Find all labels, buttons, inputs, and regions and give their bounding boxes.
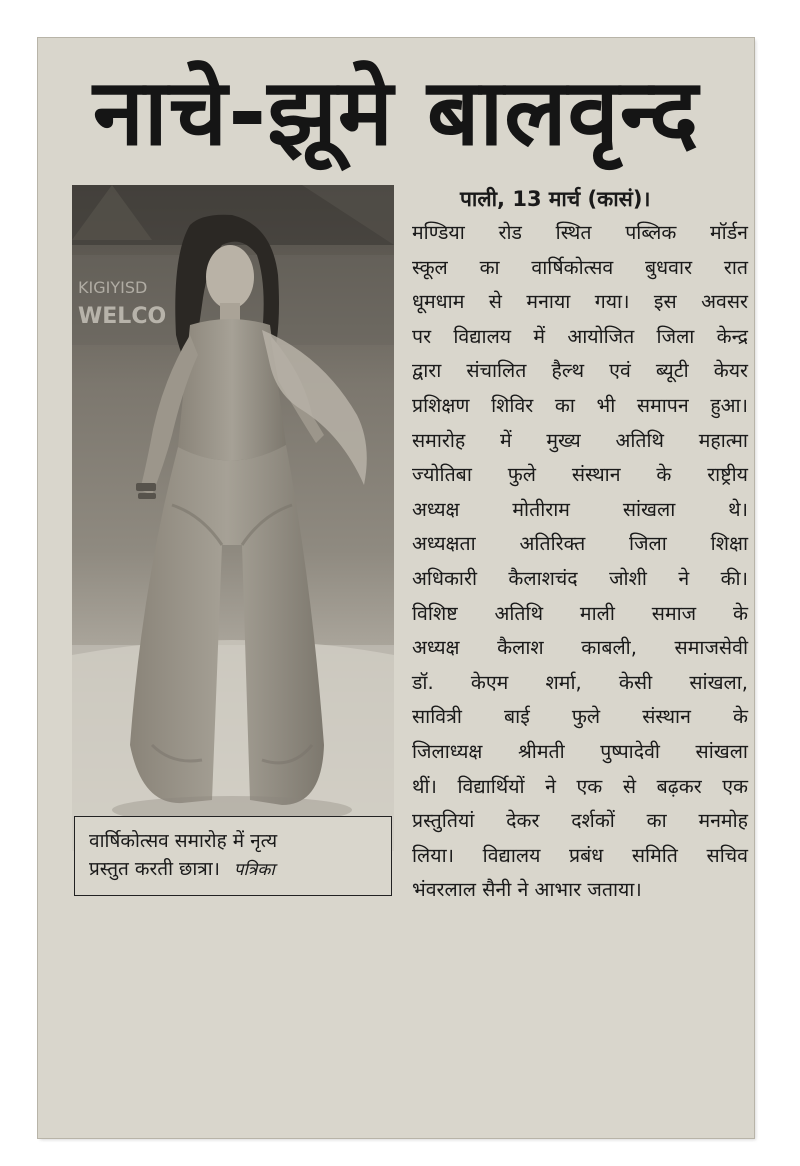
article-line: विशिष्ट अतिथि माली समाज के: [412, 601, 748, 625]
news-photo: [72, 185, 394, 851]
article-line: स्कूल का वार्षिकोत्सव बुधवार रात: [412, 255, 748, 279]
dateline: पाली, 13 मार्च (कासं)।: [460, 187, 651, 211]
caption-line-2: [89, 855, 377, 884]
article-line: जिलाध्यक्ष श्रीमती पुष्पादेवी सांखला: [412, 739, 748, 763]
article-line: प्रस्तुतियां देकर दर्शकों का मनमोह: [412, 809, 748, 833]
article-line: लिया। विद्यालय प्रबंध समिति सचिव: [412, 843, 748, 867]
article-line: धूमधाम से मनाया गया। इस अवसर: [412, 290, 748, 314]
article-line: प्रशिक्षण शिविर का भी समापन हुआ।: [412, 393, 748, 417]
article-line: अध्यक्ष मोतीराम सांखला थे।: [412, 497, 748, 521]
article-line: पर विद्यालय में आयोजित जिला केन्द्र: [412, 324, 748, 348]
article-line: डॉ. केएम शर्मा, केसी सांखला,: [412, 670, 748, 694]
photo-credit: पत्रिका: [233, 860, 275, 880]
banner-text-1: KIGIYISD: [78, 278, 148, 297]
caption-line-1: वार्षिकोत्सव समारोह में नृत्य: [89, 830, 278, 852]
article-line: अध्यक्षता अतिरिक्त जिला शिक्षा: [412, 532, 748, 556]
photo-caption: [74, 816, 392, 896]
article-line: अधिकारी कैलाशचंद जोशी ने की।: [412, 566, 748, 590]
article-line: थीं। विद्यार्थियों ने एक से बढ़कर एक: [412, 774, 748, 798]
article-line: समारोह में मुख्य अतिथि महात्मा: [412, 428, 748, 452]
caption-line-2-text: प्रस्तुत करती छात्रा।: [89, 858, 220, 880]
newspaper-clipping: [38, 38, 754, 1138]
article-line: सावित्री बाई फुले संस्थान के: [412, 705, 748, 729]
headline: नाचे-झूमे बालवृन्द: [92, 59, 700, 166]
article-body: [412, 216, 748, 908]
article-line: मण्डिया रोड स्थित पब्लिक मॉर्डन: [412, 221, 748, 244]
article-line: अध्यक्ष कैलाश काबली, समाजसेवी: [412, 636, 748, 660]
banner-text-2: WELCO: [78, 304, 167, 329]
article-line: द्वारा संचालित हैल्थ एवं ब्यूटी केयर: [412, 359, 748, 383]
article-line: ज्योतिबा फुले संस्थान के राष्ट्रीय: [412, 463, 748, 487]
article-line: भंवरलाल सैनी ने आभार जताया।: [412, 878, 642, 902]
